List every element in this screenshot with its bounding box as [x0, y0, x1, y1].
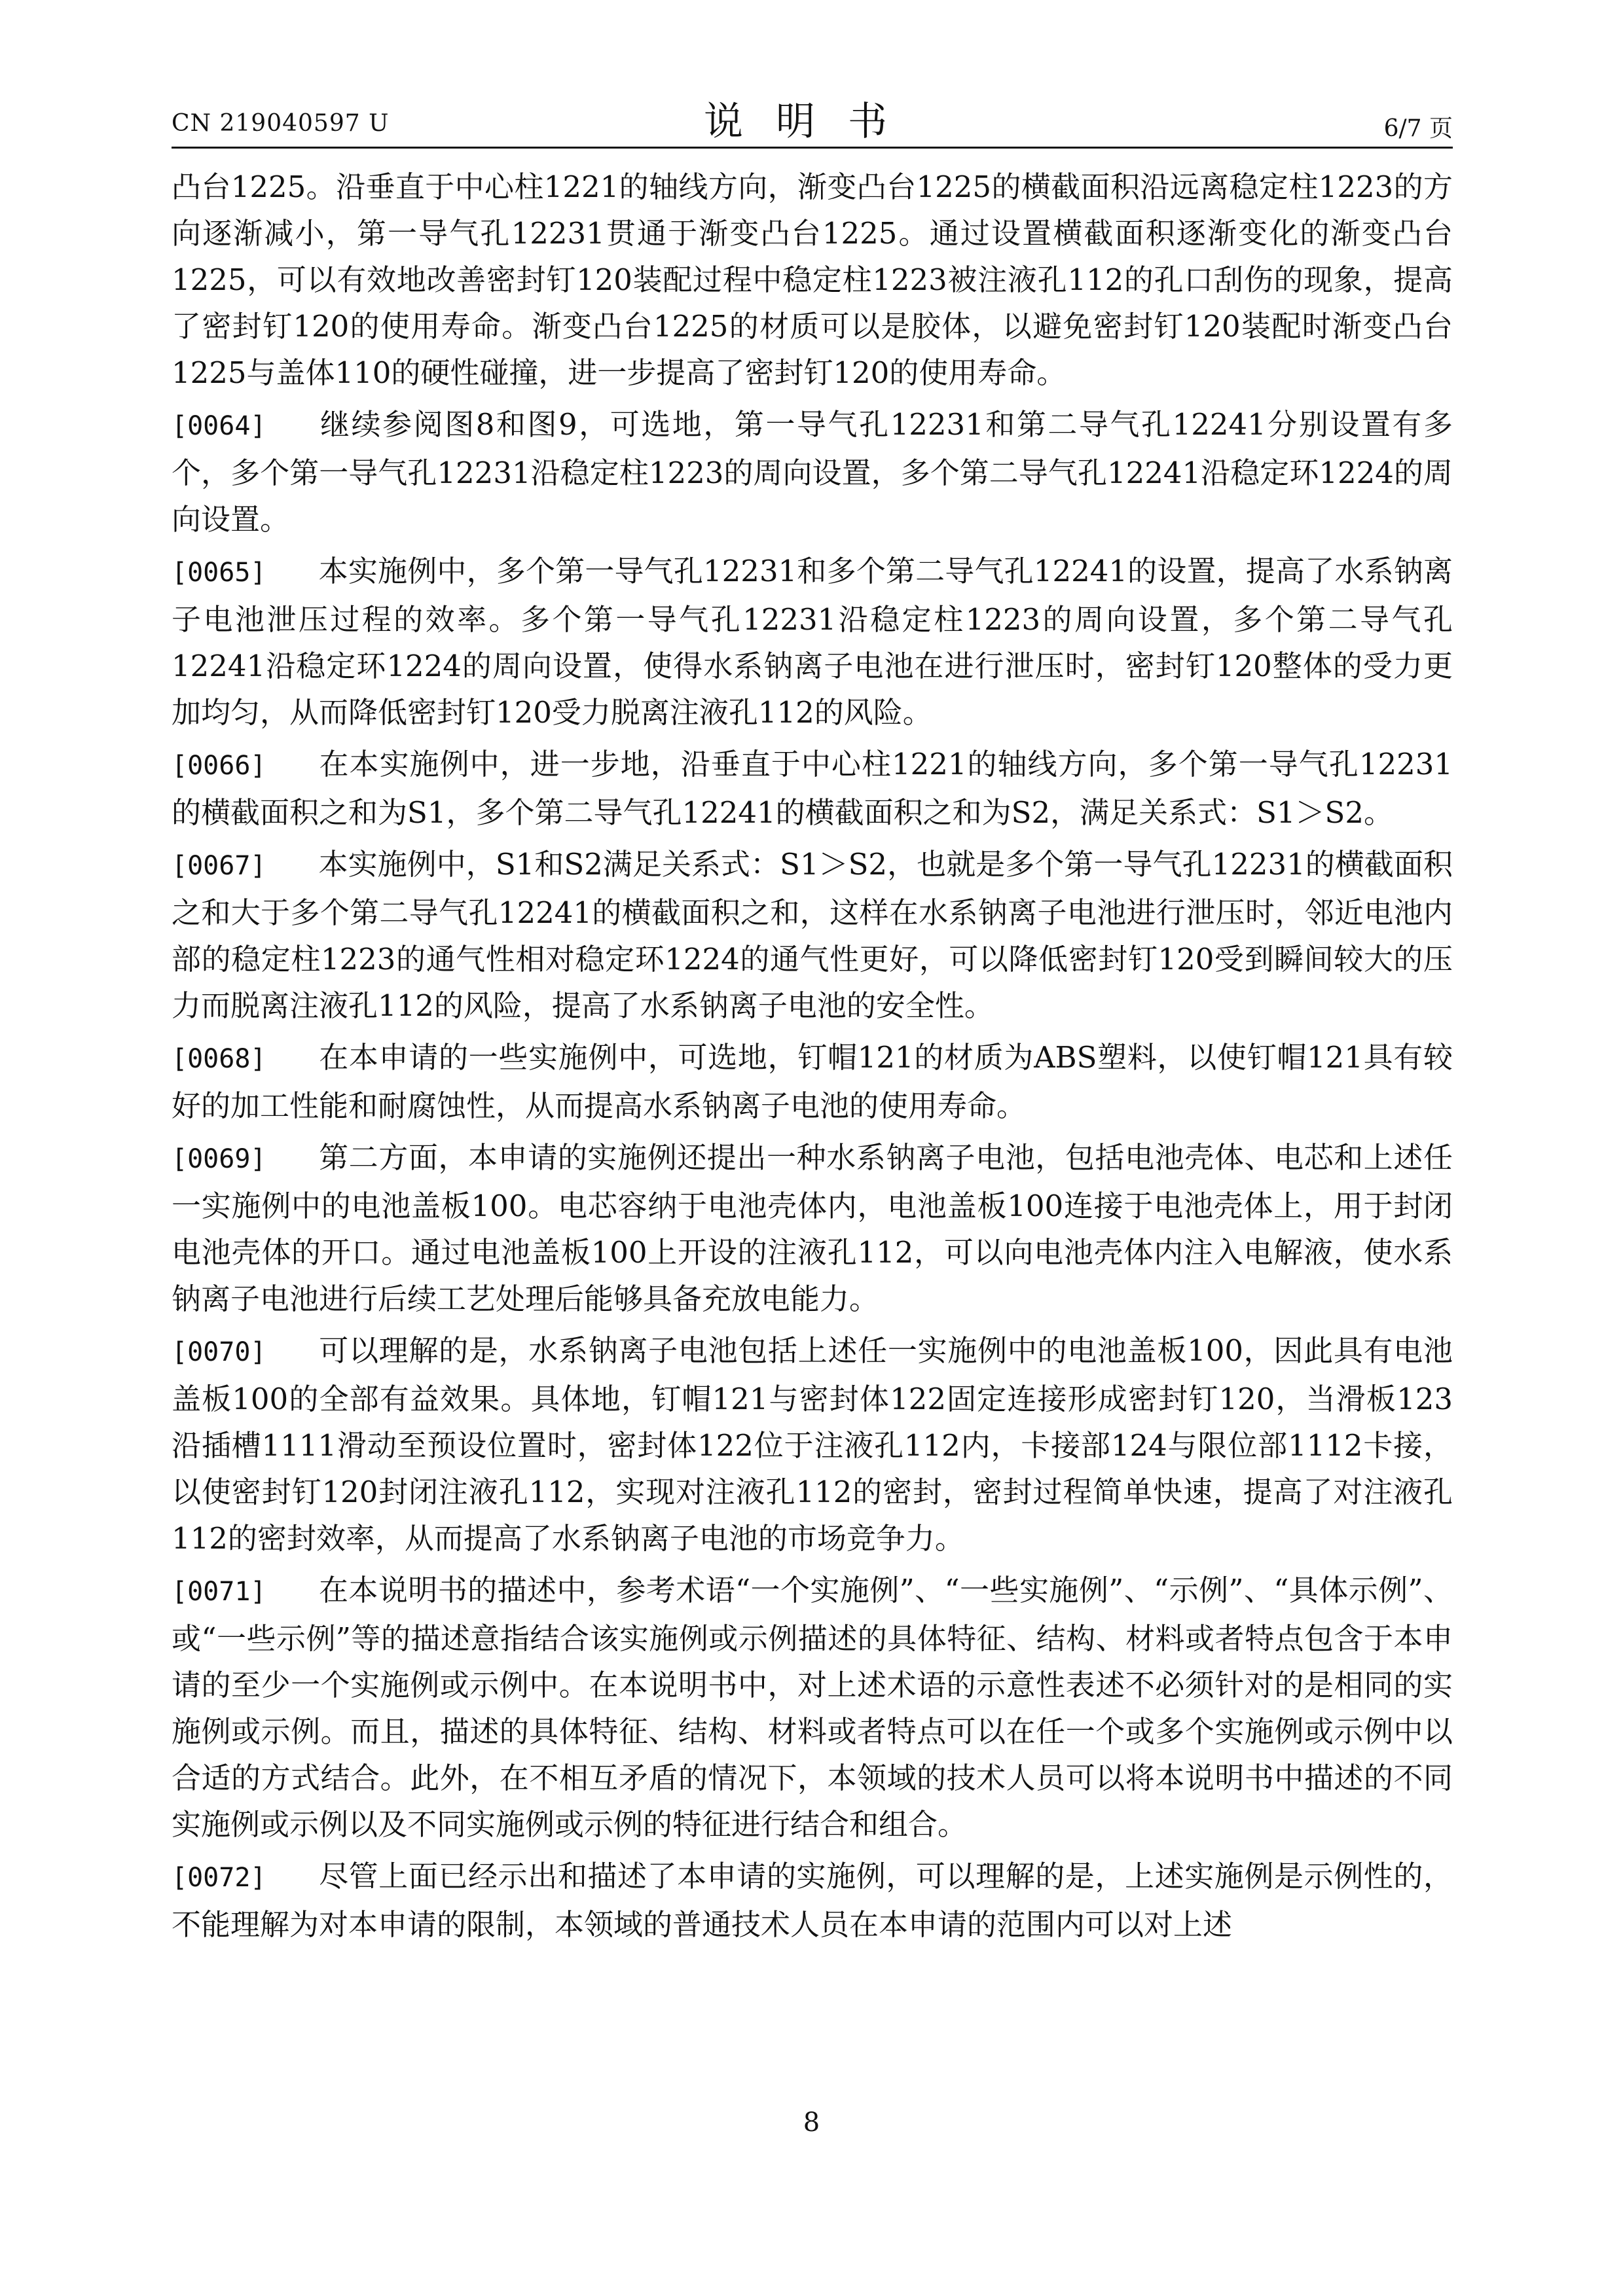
paragraph — [172, 1567, 1453, 1848]
paragraph-number: [0066] — [172, 751, 266, 781]
paragraph-text: 可以理解的是，水系钠离子电池包括上述任一实施例中的电池盖板100，因此具有电池盖板100的全部有益效果。具体地，钉帽121与密封体122固定连接形成密封钉120，当滑板123沿插槽1111滑动至预设位置时，密封体122位于注液孔112内，卡接部124与限位部1112卡接，以使密封钉120封闭注液孔112，实现对注液孔112的密封，密封过程简单快速，提高了对注液孔112的密封效率，从而提高了水系钠离子电池的市场竞争力。 — [172, 1333, 1453, 1556]
document-title: 说明书 — [704, 99, 920, 145]
patent-number: CN 219040597 U — [172, 110, 390, 137]
paragraph — [172, 1134, 1453, 1322]
paragraph — [172, 1034, 1453, 1129]
paragraph — [172, 401, 1453, 543]
paragraph-text: 本实施例中，S1和S2满足关系式：S1＞S2，也就是多个第一导气孔12231的横截面积之和大于多个第二导气孔12241的横截面积之和，这样在水系钠离子电池进行泄压时，邻近电池内部的稳定柱1223的通气性相对稳定环1224的通气性更好，可以降低密封钉120受到瞬间较大的压力而脱离注液孔112的风险，提高了水系钠离子电池的安全性。 — [172, 847, 1453, 1023]
paragraph-text: 在本申请的一些实施例中，可选地，钉帽121的材质为ABS塑料，以使钉帽121具有较好的加工性能和耐腐蚀性，从而提高水系钠离子电池的使用寿命。 — [172, 1040, 1453, 1123]
paragraph-text: 本实施例中，多个第一导气孔12231和多个第二导气孔12241的设置，提高了水系钠离子电池泄压过程的效率。多个第一导气孔12231沿稳定柱1223的周向设置，多个第二导气孔12241沿稳定环1224的周向设置，使得水系钠离子电池在进行泄压时，密封钉120整体的受力更加均匀，从而降低密封钉120受力脱离注液孔112的风险。 — [172, 554, 1453, 730]
paragraph — [172, 1853, 1453, 1948]
page-number: 8 — [803, 2108, 820, 2138]
header-divider — [172, 147, 1453, 149]
paragraph — [172, 548, 1453, 736]
paragraph-text: 凸台1225。沿垂直于中心柱1221的轴线方向，渐变凸台1225的横截面积沿远离稳定柱1223的方向逐渐减小，第一导气孔12231贯通于渐变凸台1225。通过设置横截面积逐渐变化的渐变凸台1225，可以有效地改善密封钉120装配过程中稳定柱1223被注液孔112的孔口刮伤的现象，提高了密封钉120的使用寿命。渐变凸台1225的材质可以是胶体，以避免密封钉120装配时渐变凸台1225与盖体110的硬性碰撞，进一步提高了密封钉120的使用寿命。 — [172, 170, 1453, 390]
paragraph-number: [0065] — [172, 558, 266, 588]
paragraph-text: 继续参阅图8和图9，可选地，第一导气孔12231和第二导气孔12241分别设置有多个，多个第一导气孔12231沿稳定柱1223的周向设置，多个第二导气孔12241沿稳定环1224的周向设置。 — [172, 407, 1453, 537]
paragraph — [172, 741, 1453, 836]
paragraph-number: [0070] — [172, 1337, 266, 1367]
paragraph-number: [0071] — [172, 1577, 266, 1607]
paragraph-text: 在本说明书的描述中，参考术语“一个实施例”、“一些实施例”、“示例”、“具体示例”、或“一些示例”等的描述意指结合该实施例或示例描述的具体特征、结构、材料或者特点包含于本申请的至少一个实施例或示例中。在本说明书中，对上述术语的示意性表述不必须针对的是相同的实施例或示例。而且，描述的具体特征、结构、材料或者特点可以在任一个或多个实施例或示例中以合适的方式结合。此外，在不相互矛盾的情况下，本领域的技术人员可以将本说明书中描述的不同实施例或示例以及不同实施例或示例的特征进行结合和组合。 — [172, 1573, 1453, 1842]
description-body — [172, 164, 1453, 1953]
paragraph — [172, 1327, 1453, 1562]
paragraph — [172, 164, 1453, 396]
paragraph-number: [0069] — [172, 1144, 266, 1174]
paragraph-text: 尽管上面已经示出和描述了本申请的实施例，可以理解的是，上述实施例是示例性的，不能理解为对本申请的限制，本领域的普通技术人员在本申请的范围内可以对上述 — [172, 1859, 1453, 1942]
page-header — [0, 0, 1623, 151]
paragraph-number: [0067] — [172, 851, 266, 881]
paragraph-number: [0064] — [172, 411, 266, 441]
page-indicator: 6/7 页 — [1383, 115, 1453, 142]
paragraph-text: 第二方面，本申请的实施例还提出一种水系钠离子电池，包括电池壳体、电芯和上述任一实施例中的电池盖板100。电芯容纳于电池壳体内，电池盖板100连接于电池壳体上，用于封闭电池壳体的开口。通过电池盖板100上开设的注液孔112，可以向电池壳体内注入电解液，使水系钠离子电池进行后续工艺处理后能够具备充放电能力。 — [172, 1140, 1453, 1316]
paragraph — [172, 841, 1453, 1029]
paragraph-text: 在本实施例中，进一步地，沿垂直于中心柱1221的轴线方向，多个第一导气孔12231的横截面积之和为S1，多个第二导气孔12241的横截面积之和为S2，满足关系式：S1＞S2。 — [172, 747, 1453, 830]
paragraph-number: [0072] — [172, 1863, 266, 1893]
paragraph-number: [0068] — [172, 1044, 266, 1074]
